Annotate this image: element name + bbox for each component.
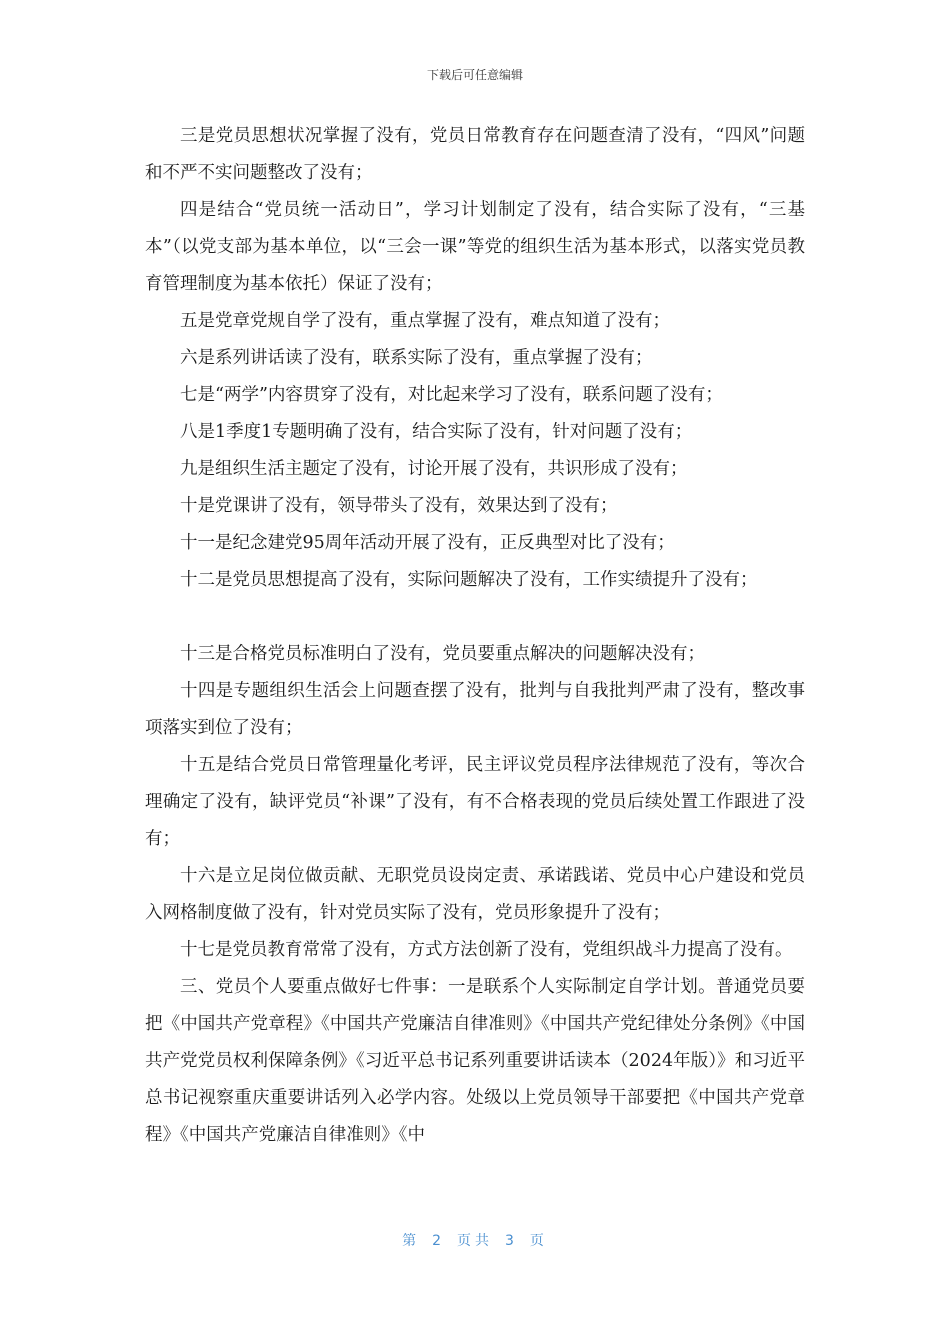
paragraph-item-16: 十六是立足岗位做贡献、无职党员设岗定责、承诺践诺、党员中心户建设和党员入网格制度做了没有，针对党员实际了没有，党员形象提升了没有； — [145, 866, 805, 923]
paragraph-item-11: 十一是纪念建党95周年活动开展了没有，正反典型对比了没有； — [180, 533, 675, 553]
paragraph-item-10: 十是党课讲了没有，领导带头了没有，效果达到了没有； — [180, 496, 618, 516]
paragraph-item-7: 七是“两学”内容贯穿了没有，对比起来学习了没有，联系问题了没有； — [180, 385, 723, 405]
paragraph-item-4: 四是结合“党员统一活动日”，学习计划制定了没有，结合实际了没有，“三基本”（以党支部为基本单位，以“三会一课”等党的组织生活为基本形式，以落实党员教育管理制度为基本依托）保证了没有； — [145, 200, 805, 294]
paragraph-item-5: 五是党章党规自学了没有，重点掌握了没有，难点知道了没有； — [180, 311, 670, 331]
paragraph-section-three: 三、党员个人要重点做好七件事：一是联系个人实际制定自学计划。普通党员要把《中国共产党章程》《中国共产党廉洁自律准则》《中国共产党纪律处分条例》《中国共产党党员权利保障条例》《习近平总书记系列重要讲话读本（2024年版）》和习近平总书记视察重庆重要讲话列入必学内容。处级以上党员领导干部要把《中国共产党章程》《中国共产党廉洁自律准则》《中 — [145, 977, 805, 1145]
page-header-note: 下载后可任意编辑 — [426, 68, 523, 82]
page-number-current: 2 — [432, 1233, 445, 1249]
paragraph-item-12: 十二是党员思想提高了没有，实际问题解决了没有，工作实绩提升了没有； — [180, 570, 758, 590]
page-number-middle: 页共 — [457, 1233, 493, 1249]
page-number-suffix: 页 — [529, 1233, 548, 1249]
page-number-prefix: 第 — [402, 1233, 421, 1249]
paragraph-item-15: 十五是结合党员日常管理量化考评，民主评议党员程序法律规范了没有，等次合理确定了没有，缺评党员“补课”了没有，有不合格表现的党员后续处置工作跟进了没有； — [145, 755, 805, 849]
document-body — [145, 118, 805, 1154]
page-number-footer — [0, 1230, 950, 1250]
paragraph-item-9: 九是组织生活主题定了没有，讨论开展了没有，共识形成了没有； — [180, 459, 688, 479]
paragraph-item-14: 十四是专题组织生活会上问题查摆了没有，批判与自我批判严肃了没有，整改事项落实到位了没有； — [145, 681, 805, 738]
paragraph-item-6: 六是系列讲话读了没有，联系实际了没有，重点掌握了没有； — [180, 348, 653, 368]
paragraph-spacer — [145, 599, 805, 636]
paragraph-item-13: 十三是合格党员标准明白了没有，党员要重点解决的问题解决没有； — [180, 644, 705, 664]
paragraph-item-3: 三是党员思想状况掌握了没有，党员日常教育存在问题查清了没有，“四风”问题和不严不实问题整改了没有； — [145, 126, 805, 183]
paragraph-item-8: 八是1季度1专题明确了没有，结合实际了没有，针对问题了没有； — [180, 422, 693, 442]
page-number-total: 3 — [505, 1233, 518, 1249]
paragraph-item-17: 十七是党员教育常常了没有，方式方法创新了没有，党组织战斗力提高了没有。 — [180, 940, 793, 960]
